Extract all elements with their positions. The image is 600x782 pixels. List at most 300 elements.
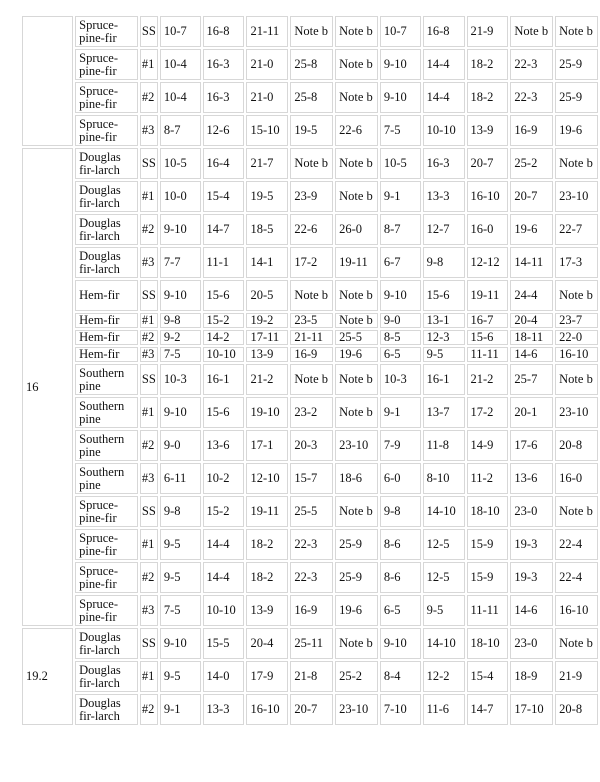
grade-cell: SS (140, 364, 158, 395)
span-value-cell: 6-7 (380, 247, 421, 278)
table-row (22, 397, 598, 428)
span-value-cell: 25-8 (290, 82, 333, 113)
span-value-cell: 23-0 (510, 628, 553, 659)
span-value-cell: 7-9 (380, 430, 421, 461)
span-value-cell: Note b (335, 397, 378, 428)
span-value-cell: 17-1 (246, 430, 288, 461)
species-cell: Douglas fir-larch (75, 694, 138, 725)
span-value-cell: 20-5 (246, 280, 288, 311)
span-value-cell: 12-3 (423, 330, 465, 345)
spacing-cell: 19.2 (22, 628, 73, 725)
span-value-cell: 7-5 (160, 347, 201, 362)
span-value-cell: 9-0 (160, 430, 201, 461)
grade-cell: #3 (140, 463, 158, 494)
grade-cell: #2 (140, 430, 158, 461)
span-value-cell: 9-10 (160, 397, 201, 428)
span-value-cell: 18-10 (467, 496, 509, 527)
span-value-cell: 16-0 (467, 214, 509, 245)
table-row (22, 148, 598, 179)
span-value-cell: 14-4 (203, 562, 245, 593)
span-value-cell: 20-3 (290, 430, 333, 461)
span-value-cell: 25-5 (290, 496, 333, 527)
table-row (22, 595, 598, 626)
span-value-cell: 9-0 (380, 313, 421, 328)
span-value-cell: Note b (335, 496, 378, 527)
species-cell: Douglas fir-larch (75, 181, 138, 212)
grade-cell: #1 (140, 529, 158, 560)
span-value-cell: 22-7 (555, 214, 598, 245)
span-value-cell: 17-6 (510, 430, 553, 461)
span-value-cell: 16-8 (423, 16, 465, 47)
span-value-cell: 19-2 (246, 313, 288, 328)
table-row (22, 463, 598, 494)
span-value-cell: 10-5 (380, 148, 421, 179)
span-value-cell: 19-5 (246, 181, 288, 212)
span-value-cell: 18-11 (510, 330, 553, 345)
table-row (22, 661, 598, 692)
span-value-cell: 9-1 (380, 181, 421, 212)
span-value-cell: 16-3 (203, 82, 245, 113)
span-value-cell: 8-7 (160, 115, 201, 146)
grade-cell: SS (140, 496, 158, 527)
span-value-cell: 9-2 (160, 330, 201, 345)
span-value-cell: Note b (290, 148, 333, 179)
span-value-cell: 12-5 (423, 562, 465, 593)
span-value-cell: 14-4 (423, 49, 465, 80)
span-value-cell: 11-1 (203, 247, 245, 278)
span-value-cell: 23-10 (555, 397, 598, 428)
span-value-cell: 8-7 (380, 214, 421, 245)
table-row (22, 496, 598, 527)
span-value-cell: 23-9 (290, 181, 333, 212)
table-row (22, 364, 598, 395)
span-value-cell: 21-9 (555, 661, 598, 692)
span-value-cell: 16-9 (290, 595, 333, 626)
span-value-cell: 22-3 (510, 49, 553, 80)
species-cell: Spruce-pine-fir (75, 595, 138, 626)
span-value-cell: 15-6 (203, 397, 245, 428)
span-value-cell: 14-4 (423, 82, 465, 113)
span-value-cell: 19-6 (510, 214, 553, 245)
span-value-cell: Note b (335, 280, 378, 311)
span-value-cell: 25-9 (555, 49, 598, 80)
span-value-cell: 13-9 (246, 595, 288, 626)
species-cell: Douglas fir-larch (75, 214, 138, 245)
species-cell: Southern pine (75, 364, 138, 395)
table-row (22, 529, 598, 560)
span-value-cell: 15-4 (203, 181, 245, 212)
grade-cell: #3 (140, 247, 158, 278)
span-value-cell: 9-10 (380, 82, 421, 113)
grade-cell: #2 (140, 330, 158, 345)
span-value-cell: 10-5 (160, 148, 201, 179)
span-value-cell: 13-9 (467, 115, 509, 146)
span-value-cell: 22-4 (555, 529, 598, 560)
span-value-cell: 21-11 (290, 330, 333, 345)
span-value-cell: 12-6 (203, 115, 245, 146)
span-value-cell: 16-4 (203, 148, 245, 179)
span-value-cell: 13-6 (203, 430, 245, 461)
grade-cell: #1 (140, 313, 158, 328)
span-value-cell: Note b (335, 313, 378, 328)
table-row (22, 347, 598, 362)
span-value-cell: 21-0 (246, 82, 288, 113)
grade-cell: #1 (140, 397, 158, 428)
table-row (22, 562, 598, 593)
span-value-cell: 16-0 (555, 463, 598, 494)
span-value-cell: 8-6 (380, 562, 421, 593)
span-value-cell: 25-5 (335, 330, 378, 345)
species-cell: Southern pine (75, 397, 138, 428)
span-value-cell: 18-6 (335, 463, 378, 494)
table-row (22, 330, 598, 345)
span-value-cell: 22-3 (510, 82, 553, 113)
species-cell: Spruce-pine-fir (75, 562, 138, 593)
species-cell: Spruce-pine-fir (75, 496, 138, 527)
span-value-cell: 22-3 (290, 529, 333, 560)
span-value-cell: 12-10 (246, 463, 288, 494)
span-value-cell: 19-11 (246, 496, 288, 527)
span-value-cell: 11-2 (467, 463, 509, 494)
spacing-cell (22, 16, 73, 146)
span-value-cell: 25-9 (555, 82, 598, 113)
span-value-cell: 19-6 (335, 347, 378, 362)
span-value-cell: 13-3 (203, 694, 245, 725)
table-row (22, 16, 598, 47)
span-value-cell: 17-2 (467, 397, 509, 428)
grade-cell: SS (140, 628, 158, 659)
span-value-cell: 14-11 (510, 247, 553, 278)
span-value-cell: 23-7 (555, 313, 598, 328)
span-value-cell: 18-10 (467, 628, 509, 659)
span-value-cell: 16-8 (203, 16, 245, 47)
span-value-cell: Note b (335, 82, 378, 113)
span-value-cell: 8-4 (380, 661, 421, 692)
span-value-cell: 10-7 (160, 16, 201, 47)
span-value-cell: 11-6 (423, 694, 465, 725)
grade-cell: #1 (140, 181, 158, 212)
span-value-cell: Note b (335, 148, 378, 179)
grade-cell: #3 (140, 347, 158, 362)
span-value-cell: 9-8 (160, 313, 201, 328)
span-value-cell: 11-11 (467, 595, 509, 626)
span-value-cell: Note b (555, 496, 598, 527)
grade-cell: #1 (140, 49, 158, 80)
span-value-cell: 12-5 (423, 529, 465, 560)
span-value-cell: 22-6 (335, 115, 378, 146)
species-cell: Spruce-pine-fir (75, 49, 138, 80)
grade-cell: #3 (140, 115, 158, 146)
span-value-cell: 12-2 (423, 661, 465, 692)
span-value-cell: 9-8 (380, 496, 421, 527)
span-value-cell: Note b (510, 16, 553, 47)
table-row (22, 115, 598, 146)
span-value-cell: 18-2 (467, 82, 509, 113)
span-value-cell: 13-6 (510, 463, 553, 494)
span-value-cell: 22-0 (555, 330, 598, 345)
span-value-cell: 20-8 (555, 430, 598, 461)
span-value-cell: 13-1 (423, 313, 465, 328)
span-value-cell: 9-1 (160, 694, 201, 725)
span-value-cell: 19-6 (555, 115, 598, 146)
grade-cell: SS (140, 148, 158, 179)
span-value-cell: 16-3 (423, 148, 465, 179)
span-value-cell: 18-2 (467, 49, 509, 80)
table-row (22, 247, 598, 278)
span-value-cell: 25-2 (510, 148, 553, 179)
span-value-cell: 15-9 (467, 529, 509, 560)
span-value-cell: 14-2 (203, 330, 245, 345)
span-value-cell: Note b (335, 16, 378, 47)
span-value-cell: 13-9 (246, 347, 288, 362)
span-value-cell: 23-10 (335, 430, 378, 461)
span-value-cell: 15-2 (203, 313, 245, 328)
span-value-cell: 17-10 (510, 694, 553, 725)
span-value-cell: 15-10 (246, 115, 288, 146)
span-value-cell: 23-10 (555, 181, 598, 212)
span-value-cell: 14-6 (510, 347, 553, 362)
species-cell: Hem-fir (75, 330, 138, 345)
span-value-cell: 17-9 (246, 661, 288, 692)
span-value-cell: 25-9 (335, 529, 378, 560)
table-row (22, 280, 598, 311)
span-value-cell: 13-3 (423, 181, 465, 212)
span-value-cell: 7-5 (380, 115, 421, 146)
grade-cell: #2 (140, 214, 158, 245)
span-value-cell: 25-9 (335, 562, 378, 593)
span-value-cell: 23-5 (290, 313, 333, 328)
span-value-cell: 18-2 (246, 529, 288, 560)
span-value-cell: 10-3 (160, 364, 201, 395)
span-value-cell: 22-6 (290, 214, 333, 245)
span-value-cell: 9-8 (160, 496, 201, 527)
span-value-cell: 14-7 (203, 214, 245, 245)
span-value-cell: 16-7 (467, 313, 509, 328)
span-value-cell: 21-2 (467, 364, 509, 395)
span-value-cell: 10-3 (380, 364, 421, 395)
species-cell: Spruce-pine-fir (75, 82, 138, 113)
species-cell: Southern pine (75, 430, 138, 461)
span-value-cell: 6-5 (380, 595, 421, 626)
span-value-cell: Note b (555, 628, 598, 659)
span-value-cell: 21-8 (290, 661, 333, 692)
span-value-cell: 20-4 (246, 628, 288, 659)
span-value-cell: 15-6 (467, 330, 509, 345)
span-value-cell: 21-7 (246, 148, 288, 179)
span-value-cell: 19-11 (467, 280, 509, 311)
span-value-cell: 21-9 (467, 16, 509, 47)
span-value-cell: 19-11 (335, 247, 378, 278)
span-value-cell: 10-7 (380, 16, 421, 47)
span-value-cell: 9-5 (160, 661, 201, 692)
span-value-cell: 18-5 (246, 214, 288, 245)
span-value-cell: 15-7 (290, 463, 333, 494)
span-value-cell: 10-10 (423, 115, 465, 146)
span-value-cell: 16-9 (290, 347, 333, 362)
span-value-cell: 9-5 (160, 529, 201, 560)
span-value-cell: 14-6 (510, 595, 553, 626)
span-value-cell: 19-3 (510, 529, 553, 560)
span-value-cell: 16-1 (423, 364, 465, 395)
span-value-cell: 9-5 (160, 562, 201, 593)
span-value-cell: 7-10 (380, 694, 421, 725)
grade-cell: SS (140, 16, 158, 47)
table-row (22, 214, 598, 245)
span-value-cell: 13-7 (423, 397, 465, 428)
span-value-cell: 14-10 (423, 496, 465, 527)
span-value-cell: 6-0 (380, 463, 421, 494)
grade-cell: #3 (140, 595, 158, 626)
span-value-cell: 15-6 (203, 280, 245, 311)
span-value-cell: Note b (335, 628, 378, 659)
span-value-cell: 11-8 (423, 430, 465, 461)
span-value-cell: 22-4 (555, 562, 598, 593)
span-value-cell: Note b (555, 148, 598, 179)
span-value-cell: 17-2 (290, 247, 333, 278)
span-value-cell: 15-4 (467, 661, 509, 692)
species-cell: Douglas fir-larch (75, 628, 138, 659)
span-value-cell: 25-7 (510, 364, 553, 395)
span-value-cell: 17-3 (555, 247, 598, 278)
span-value-cell: 10-4 (160, 82, 201, 113)
span-value-cell: 10-0 (160, 181, 201, 212)
span-value-cell: 9-10 (160, 280, 201, 311)
span-value-cell: 12-12 (467, 247, 509, 278)
span-value-cell: 26-0 (335, 214, 378, 245)
span-value-cell: Note b (290, 16, 333, 47)
span-value-cell: 9-5 (423, 347, 465, 362)
span-value-cell: 20-4 (510, 313, 553, 328)
species-cell: Spruce-pine-fir (75, 115, 138, 146)
span-value-cell: 18-2 (246, 562, 288, 593)
grade-cell: SS (140, 280, 158, 311)
span-value-cell: 9-5 (423, 595, 465, 626)
span-value-cell: 17-11 (246, 330, 288, 345)
span-value-cell: 16-10 (555, 347, 598, 362)
span-value-cell: 15-9 (467, 562, 509, 593)
span-value-cell: 14-0 (203, 661, 245, 692)
table-row (22, 313, 598, 328)
span-value-cell: 16-3 (203, 49, 245, 80)
grade-cell: #1 (140, 661, 158, 692)
span-value-cell: 9-10 (380, 628, 421, 659)
span-value-cell: 25-11 (290, 628, 333, 659)
span-value-cell: Note b (335, 49, 378, 80)
span-value-cell: 14-9 (467, 430, 509, 461)
species-cell: Hem-fir (75, 347, 138, 362)
span-value-cell: 9-10 (160, 214, 201, 245)
span-value-cell: 19-10 (246, 397, 288, 428)
span-value-cell: 9-10 (160, 628, 201, 659)
span-value-cell: 9-8 (423, 247, 465, 278)
span-value-cell: 20-8 (555, 694, 598, 725)
table-row (22, 49, 598, 80)
span-value-cell: 7-7 (160, 247, 201, 278)
span-value-cell: 14-4 (203, 529, 245, 560)
span-value-cell: 10-2 (203, 463, 245, 494)
species-cell: Douglas fir-larch (75, 148, 138, 179)
span-value-cell: 11-11 (467, 347, 509, 362)
span-value-cell: 12-7 (423, 214, 465, 245)
species-cell: Spruce-pine-fir (75, 16, 138, 47)
span-value-cell: Note b (555, 364, 598, 395)
span-table-page (20, 14, 600, 727)
span-value-cell: Note b (335, 364, 378, 395)
species-cell: Douglas fir-larch (75, 247, 138, 278)
span-table-body (22, 16, 598, 725)
span-value-cell: 20-7 (290, 694, 333, 725)
span-value-cell: 20-7 (510, 181, 553, 212)
span-value-cell: 19-5 (290, 115, 333, 146)
span-value-cell: 16-1 (203, 364, 245, 395)
span-value-cell: 23-0 (510, 496, 553, 527)
span-value-cell: Note b (335, 181, 378, 212)
span-value-cell: 10-10 (203, 347, 245, 362)
species-cell: Hem-fir (75, 280, 138, 311)
table-row (22, 430, 598, 461)
span-value-cell: 14-7 (467, 694, 509, 725)
span-value-cell: 19-3 (510, 562, 553, 593)
rafter-span-table (20, 14, 600, 727)
span-value-cell: 16-9 (510, 115, 553, 146)
span-value-cell: 23-2 (290, 397, 333, 428)
span-value-cell: 16-10 (246, 694, 288, 725)
span-value-cell: 16-10 (555, 595, 598, 626)
species-cell: Spruce-pine-fir (75, 529, 138, 560)
span-value-cell: 6-11 (160, 463, 201, 494)
span-value-cell: 20-1 (510, 397, 553, 428)
span-value-cell: 15-2 (203, 496, 245, 527)
span-value-cell: 16-10 (467, 181, 509, 212)
span-value-cell: Note b (290, 280, 333, 311)
span-value-cell: 15-5 (203, 628, 245, 659)
span-value-cell: 21-11 (246, 16, 288, 47)
span-value-cell: 21-0 (246, 49, 288, 80)
span-value-cell: 25-2 (335, 661, 378, 692)
span-value-cell: Note b (555, 16, 598, 47)
span-value-cell: 14-1 (246, 247, 288, 278)
span-value-cell: 21-2 (246, 364, 288, 395)
species-cell: Douglas fir-larch (75, 661, 138, 692)
span-value-cell: 22-3 (290, 562, 333, 593)
span-value-cell: 10-4 (160, 49, 201, 80)
table-row (22, 628, 598, 659)
span-value-cell: 8-10 (423, 463, 465, 494)
table-row (22, 82, 598, 113)
span-value-cell: 8-6 (380, 529, 421, 560)
span-value-cell: 10-10 (203, 595, 245, 626)
span-value-cell: 20-7 (467, 148, 509, 179)
span-value-cell: 9-10 (380, 280, 421, 311)
species-cell: Southern pine (75, 463, 138, 494)
span-value-cell: Note b (290, 364, 333, 395)
span-value-cell: Note b (555, 280, 598, 311)
span-value-cell: 15-6 (423, 280, 465, 311)
span-value-cell: 6-5 (380, 347, 421, 362)
species-cell: Hem-fir (75, 313, 138, 328)
span-value-cell: 18-9 (510, 661, 553, 692)
table-row (22, 181, 598, 212)
span-value-cell: 9-1 (380, 397, 421, 428)
grade-cell: #2 (140, 694, 158, 725)
span-value-cell: 19-6 (335, 595, 378, 626)
span-value-cell: 23-10 (335, 694, 378, 725)
span-value-cell: 14-10 (423, 628, 465, 659)
grade-cell: #2 (140, 82, 158, 113)
span-value-cell: 8-5 (380, 330, 421, 345)
span-value-cell: 9-10 (380, 49, 421, 80)
span-value-cell: 7-5 (160, 595, 201, 626)
